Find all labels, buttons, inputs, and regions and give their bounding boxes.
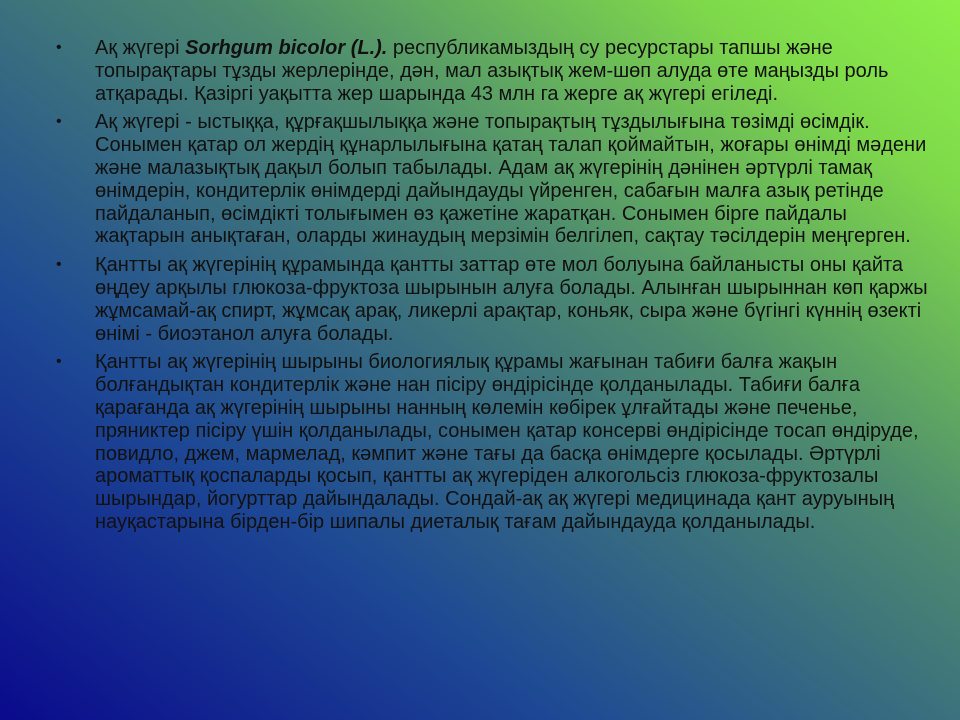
scientific-name: Sorhgum bicolor (L.). [185, 37, 388, 59]
bullet-marker: • [56, 256, 62, 274]
bullet-marker: • [56, 39, 62, 56]
bullet-text: Ақ жүгері - ыстыққа, құрғақшылыққа және топырақтың тұздылығына төзімді өсімдік. Сонымен қатар ол жердің құнарлылығына қатаң талап қоймайтын, жоғары өнімді мәдени және малазықтық дақыл болып табылады. Адам ақ жүгерінің дәнінен әртүрлі тамақ өнімдерін, кондитерлік өнімдерді дайындауды үйренген, сабағын малға азық ретінде пайдаланып, өсімдікті толығымен өз қажетіне жаратқан. Сонымен бірге пайдалы жақтарын анықтаған, оларды жинаудың мерзімін белгілеп, сақтау тәсілдерін меңгерген. [95, 111, 927, 248]
bullet-list [56, 37, 936, 540]
bullet-item [56, 351, 936, 533]
bullet-marker: • [56, 113, 62, 131]
bullet-text: республикамыздың су ресурстары тапшы және топырақтары тұзды жерлерінде, дән, мал азықтық жем-шөп алуда өте маңызды роль атқарады. Қазіргі уақытта жер шарында 43 млн га жерге ақ жүгері егіледі. [95, 37, 889, 105]
bullet-item [56, 111, 936, 248]
bullet-item [56, 37, 936, 105]
bullet-text: Қантты ақ жүгерінің құрамында қантты заттар өте мол болуына байланысты оны қайта өңдеу арқылы глюкоза-фруктоза шырынын алуға болады. Алынған шырыннан көп қаржы жұмсамай-ақ спирт, жұмсақ арақ, ликерлі арақтар, коньяк, сыра және бүгінгі күннің өзекті өнімі - биоэтанол алуға болады. [95, 254, 928, 345]
bullet-lead-text: Ақ жүгері [95, 37, 186, 59]
bullet-item [56, 254, 936, 345]
bullet-marker: • [56, 353, 62, 371]
bullet-text: Қантты ақ жүгерінің шырыны биологиялық құрамы жағынан табиғи балға жақын болғандықтан кондитерлік және нан пісіру өндірісінде қолданылады. Табиғи балға қарағанда ақ жүгерінің шырыны нанның көлемін көбірек ұлғайтады және печенье, пряниктер пісіру үшін қолданылады, сонымен қатар консерві өндірісінде тосап өндіруде, повидло, джем, мармелад, кәмпит және тағы да басқа өнімдерге қосылады. Әртүрлі ароматтық қоспаларды қосып, қантты ақ жүгеріден алкогольсіз глюкоза-фруктозалы шырындар, йогурттар дайындалады. Сондай-ақ ақ жүгері медицинада қант ауруының науқастарына бірден-бір шипалы диеталық тағам дайындауда қолданылады. [95, 351, 919, 533]
